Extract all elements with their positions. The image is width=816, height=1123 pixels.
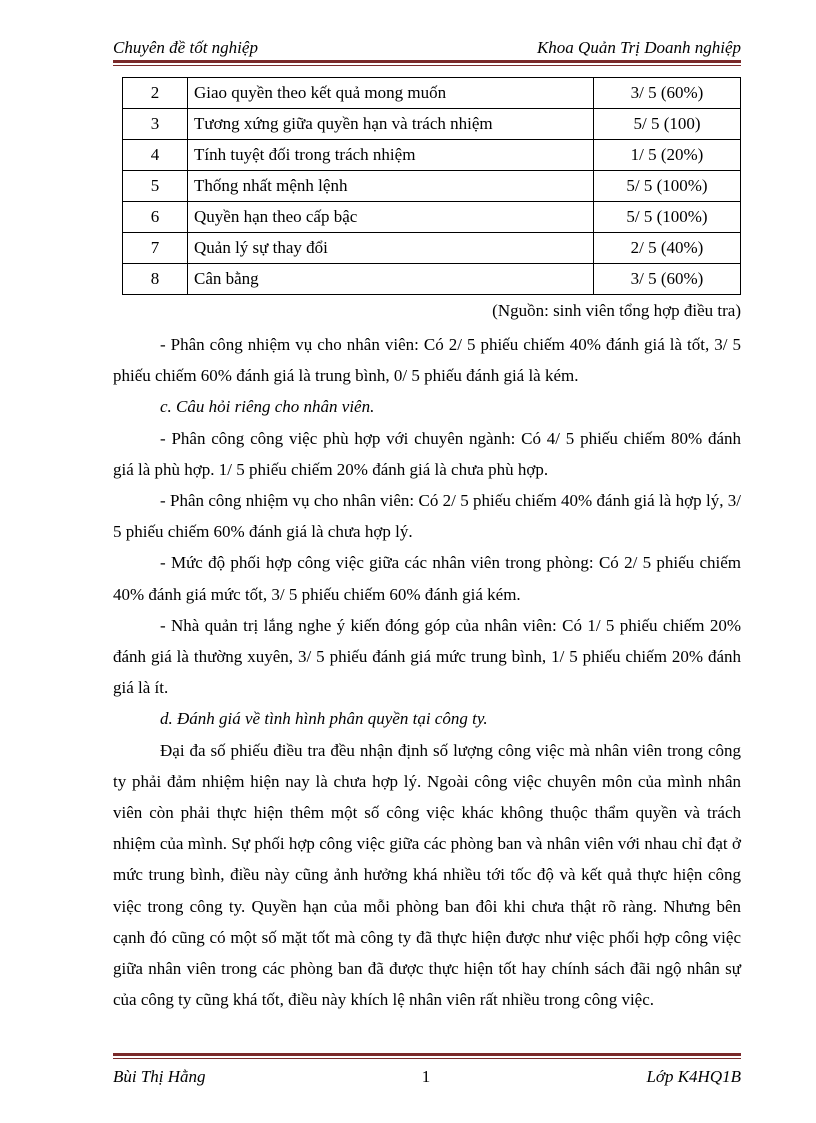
paragraph: - Nhà quản trị lắng nghe ý kiến đóng góp của nhân viên: Có 1/ 5 phiếu chiếm 20% đánh giá là thường xuyên, 3/ 5 phiếu đánh giá mức trung bình, 1/ 5 phiếu chiếm 20% đánh giá là ít. (113, 615, 741, 698)
page-footer (113, 1064, 741, 1090)
table-row (123, 78, 741, 109)
table-row (123, 264, 741, 295)
row-criterion: Thống nhất mệnh lệnh (188, 171, 594, 202)
paragraph: - Mức độ phối hợp công việc giữa các nhân viên trong phòng: Có 2/ 5 phiếu chiếm 40% đánh giá mức tốt, 3/ 5 phiếu chiếm 60% đánh giá kém. (113, 553, 741, 604)
row-result: 5/ 5 (100%) (594, 171, 741, 202)
row-number: 6 (123, 202, 188, 233)
row-criterion: Tính tuyệt đối trong trách nhiệm (188, 140, 594, 171)
row-result: 1/ 5 (20%) (594, 140, 741, 171)
table-row (123, 202, 741, 233)
body-text (113, 329, 741, 1015)
subheading-d: d. Đánh giá về tình hình phân quyền tại công ty. (160, 709, 488, 729)
header-left: Chuyên đề tốt nghiệp (113, 38, 258, 57)
paragraph: Đại đa số phiếu điều tra đều nhận định số lượng công việc mà nhân viên trong công ty phải đảm nhiệm hiện nay là chưa hợp lý. Ngoài công việc chuyên môn của mình nhân viên còn phải thực hiện thêm một số công việc khác không thuộc thẩm quyền và trách nhiệm của mình. Sự phối hợp công việc giữa các phòng ban và nhân viên với nhau chỉ đạt ở mức trung bình, điều này cũng ảnh hưởng khá nhiều tới tốc độ và kết quả thực hiện công việc trong công ty. Quyền hạn của mỗi phòng ban đôi khi chưa thật rõ ràng. Nhưng bên cạnh đó cũng có một số mặt tốt mà công ty đã thực hiện được như việc phối hợp công việc giữa nhân viên trong các phòng ban đã được thực hiện tốt hay chính sách đãi ngộ nhân sự của công ty cũng khá tốt, điều này khích lệ nhân viên rất nhiều trong công việc. (113, 740, 741, 1010)
row-number: 7 (123, 233, 188, 264)
row-number: 2 (123, 78, 188, 109)
row-result: 3/ 5 (60%) (594, 78, 741, 109)
row-number: 5 (123, 171, 188, 202)
table-row (123, 233, 741, 264)
footer-rule (113, 1053, 741, 1059)
row-result: 5/ 5 (100) (594, 109, 741, 140)
header-right: Khoa Quản Trị Doanh nghiệp (536, 38, 741, 57)
row-criterion: Giao quyền theo kết quả mong muốn (188, 78, 594, 109)
page-number: 1 (421, 1067, 431, 1086)
row-result: 5/ 5 (100%) (594, 202, 741, 233)
footer-author: Bùi Thị Hằng (113, 1067, 206, 1086)
row-criterion: Quản lý sự thay đổi (188, 233, 594, 264)
row-criterion: Quyền hạn theo cấp bậc (188, 202, 594, 233)
header-rule (113, 60, 741, 66)
row-result: 3/ 5 (60%) (594, 264, 741, 295)
page-header (113, 32, 741, 58)
paragraph: - Phân công nhiệm vụ cho nhân viên: Có 2/ 5 phiếu chiếm 40% đánh giá là hợp lý, 3/ 5 phiếu chiếm 60% đánh giá là chưa hợp lý. (113, 491, 741, 542)
delegation-table (122, 77, 741, 295)
row-number: 8 (123, 264, 188, 295)
paragraph: - Phân công nhiệm vụ cho nhân viên: Có 2/ 5 phiếu chiếm 40% đánh giá là tốt, 3/ 5 phiếu chiếm 60% đánh giá là trung bình, 0/ 5 phiếu đánh giá là kém. (113, 335, 741, 386)
table-row (123, 140, 741, 171)
row-number: 4 (123, 140, 188, 171)
table-row (123, 109, 741, 140)
table-source: (Nguồn: sinh viên tổng hợp điều tra) (492, 301, 741, 320)
footer-class: Lớp K4HQ1B (646, 1067, 741, 1086)
row-result: 2/ 5 (40%) (594, 233, 741, 264)
subheading-c: c. Câu hỏi riêng cho nhân viên. (160, 397, 375, 417)
row-criterion: Cân bằng (188, 264, 594, 295)
table-row (123, 171, 741, 202)
row-number: 3 (123, 109, 188, 140)
row-criterion: Tương xứng giữa quyền hạn và trách nhiệm (188, 109, 594, 140)
paragraph: - Phân công công việc phù hợp với chuyên ngành: Có 4/ 5 phiếu chiếm 80% đánh giá là phù hợp. 1/ 5 phiếu chiếm 20% đánh giá là chưa phù hợp. (113, 428, 741, 479)
